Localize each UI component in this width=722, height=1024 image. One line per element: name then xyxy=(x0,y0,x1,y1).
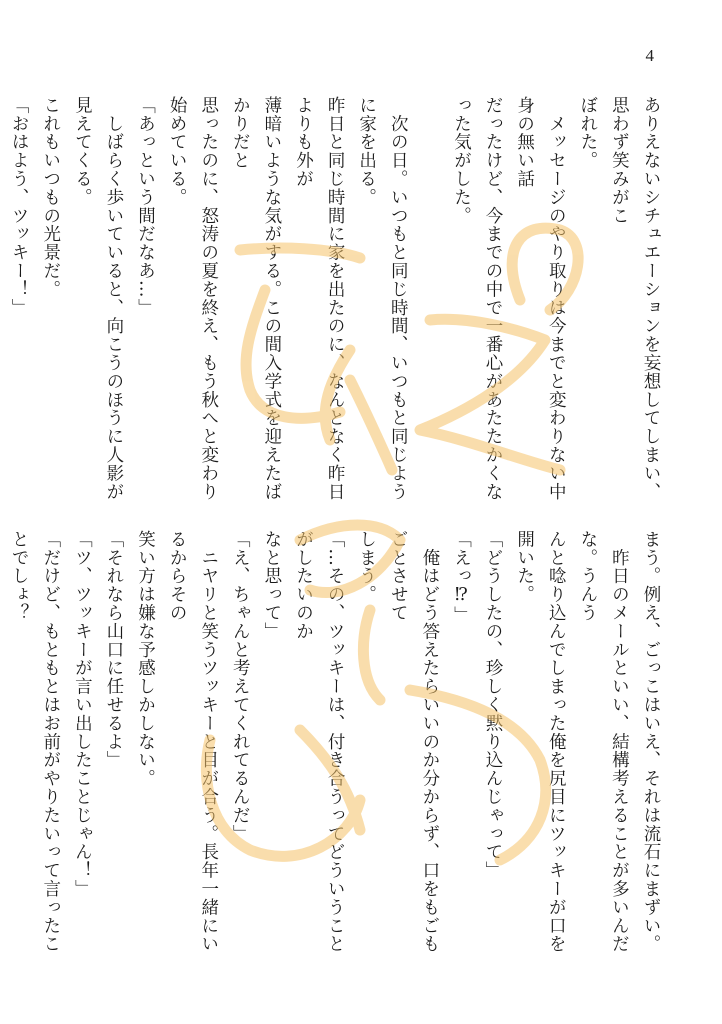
text-line: 昨日と同じ時間に家を出たのに、なんとなく昨日よりも外が xyxy=(293,96,346,501)
text-line: 「それなら山口に任せるよ」 xyxy=(103,530,124,770)
text-line: 笑い方は嫌な予感しかしない。 xyxy=(135,530,156,788)
text-line: 「…その、ツッキーは、付き合うってどういうことがしたいのか xyxy=(293,530,346,954)
text-line: 「ツ、ツッキーが言い出したことじゃん！」 xyxy=(72,530,93,898)
text-line: しばらく歩いていると、向こうのほうに人影が見えてくる。 xyxy=(72,96,124,501)
text-line: メッセージのやり取りは今までと変わりない中身の無い話 xyxy=(514,96,567,501)
text-line: ありえないシチュエーションを妄想してしまい、思わず笑みがこ xyxy=(609,96,661,501)
text-line: 「え、ちゃんと考えてくれてるんだ」 xyxy=(230,530,251,843)
text-line: なと思って」 xyxy=(261,530,282,641)
text-line: 「だけど、もともとはお前がやりたいって言ったことでしょ？ xyxy=(9,530,61,954)
text-line: 「どうしたの、珍しく黙り込んじゃって」 xyxy=(483,530,504,880)
text-line: これもいつもの光景だ。 xyxy=(40,96,61,299)
text-line: ニヤリと笑うツッキーと目が合う。長年一緒にいるからその xyxy=(167,530,219,954)
text-line: ぼれた。 xyxy=(577,96,598,170)
text-line: まう。例え、ごっこはいえ、それは流石にまずい。 xyxy=(641,530,661,954)
text-line: 次の日。いつもと同じ時間、いつもと同じように家を出る。 xyxy=(356,96,409,501)
text-line: 「おはよう、ツッキー！」 xyxy=(9,96,30,317)
text-line xyxy=(413,96,445,514)
page-number: 4 xyxy=(645,46,654,65)
text-line: んと唸り込んでしまった俺を尻目にツッキーが口を開いた。 xyxy=(514,530,567,954)
text-line: だったけど、今までの中で一番心があたたかくなった気がした。 xyxy=(451,96,504,501)
text-line: 「えっ⁉」 xyxy=(451,530,472,625)
text-line: 「あっという間だなあ…」 xyxy=(135,96,156,317)
text-block-bottom xyxy=(9,530,666,970)
text-line: 思ったのに、怒涛の夏を終え、もう秋へと変わり始めている。 xyxy=(167,96,219,501)
text-block-top xyxy=(9,96,666,514)
text-line: 昨日のメールといい、結構考えることが多いんだな。うんう xyxy=(577,530,630,954)
text-line: 薄暗いような気がする。この間入学式を迎えたばかりだと xyxy=(230,96,282,501)
text-line: 俺はどう答えたらいいのか分からず、口をもごもごとさせて xyxy=(388,530,440,954)
text-line: しまう。 xyxy=(356,530,377,604)
text-line xyxy=(0,530,3,970)
